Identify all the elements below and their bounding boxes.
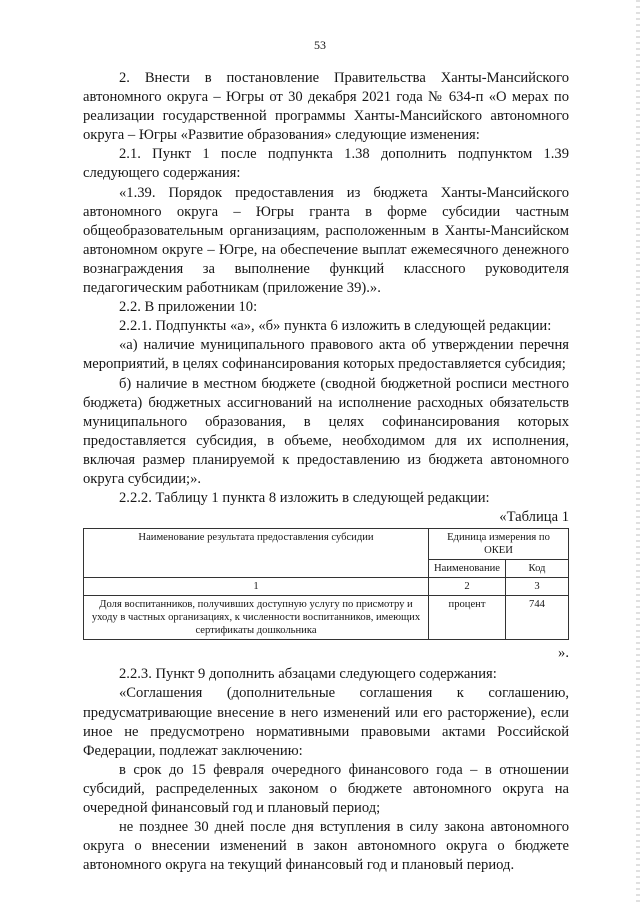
paragraph: 2.2. В приложении 10: bbox=[119, 299, 258, 316]
paragraph: «1.39. Порядок предоставления из бюджета Ханты-Мансийского автономного округа – Югры гранта в форме субсидии частным общеобразовательным организациям, расположенным в Ханты-Мансийском автономном округе – Югре, на обеспечение выплат ежемесячного денежного вознаграждения за выполнение функций классного руководителя педагогическим работникам (приложение 39).». bbox=[83, 184, 569, 297]
scan-edge-artifact bbox=[636, 0, 640, 905]
result-name-cell: Доля воспитанников, получивших доступную услугу по присмотру и уходу в частных организациях, к численности воспитанников, имеющих сертификаты дошкольника bbox=[84, 596, 429, 640]
table-column-numbers-row bbox=[84, 578, 569, 596]
subheader-unit-code: Код bbox=[506, 560, 569, 578]
paragraph: 2.2.3. Пункт 9 дополнить абзацами следующего содержания: bbox=[119, 666, 497, 683]
page-number: 53 bbox=[314, 38, 326, 52]
table-row bbox=[84, 596, 569, 640]
table-header-row bbox=[84, 529, 569, 560]
subheader-unit-name: Наименование bbox=[429, 560, 506, 578]
document-body bbox=[83, 69, 569, 875]
paragraph: не позднее 30 дней после дня вступления в силу закона автономного округа о внесении изменений в закон автономного округа о бюджете автономного округа на текущий финансовый год и плановый период. bbox=[83, 819, 569, 874]
paragraph: в срок до 15 февраля очередного финансового года – в отношении субсидий, распределенных законом о бюджете автономного округа на очередной финансовый год и плановый период; bbox=[83, 761, 569, 816]
unit-code-cell: 744 bbox=[506, 596, 569, 640]
unit-name-cell: процент bbox=[429, 596, 506, 640]
results-table bbox=[83, 528, 569, 640]
column-number: 3 bbox=[506, 578, 569, 596]
table-caption: «Таблица 1 bbox=[499, 509, 569, 526]
header-result-name: Наименование результата предоставления субсидии bbox=[84, 529, 429, 578]
paragraph: 2.2.1. Подпункты «а», «б» пункта 6 изложить в следующей редакции: bbox=[119, 318, 552, 335]
paragraph: «а) наличие муниципального правового акта об утверждении перечня мероприятий, в целях софинансирования которых предоставляется субсидия; bbox=[83, 337, 569, 373]
paragraph: б) наличие в местном бюджете (сводной бюджетной росписи местного бюджета) бюджетных ассигнований на исполнение расходных обязательств муниципального образования, в целях софинансирования которых предоставляется субсидия, в объеме, необходимом для их исполнения, включая размер планируемой к предоставлению из бюджета автономного округа субсидии;». bbox=[83, 375, 569, 487]
paragraph: 2.2.2. Таблицу 1 пункта 8 изложить в следующей редакции: bbox=[119, 490, 490, 507]
header-unit-okei: Единица измерения по ОКЕИ bbox=[429, 529, 569, 560]
paragraph: «Соглашения (дополнительные соглашения к соглашению, предусматривающие внесение в него изменений или его расторжение), если иное не предусмотрено нормативными правовыми актами Российской Федерации, подлежат заключению: bbox=[83, 685, 569, 759]
column-number: 2 bbox=[429, 578, 506, 596]
column-number: 1 bbox=[84, 578, 429, 596]
paragraph: 2.1. Пункт 1 после подпункта 1.38 дополнить подпунктом 1.39 следующего содержания: bbox=[83, 146, 569, 182]
paragraph: 2. Внести в постановление Правительства Ханты-Мансийского автономного округа – Югры от 30 декабря 2021 года № 634-п «О мерах по реализации государственной программы Ханты-Мансийского автономного округа – Югры «Развитие образования» следующие изменения: bbox=[83, 70, 569, 144]
table-close-quote: ». bbox=[558, 645, 569, 662]
